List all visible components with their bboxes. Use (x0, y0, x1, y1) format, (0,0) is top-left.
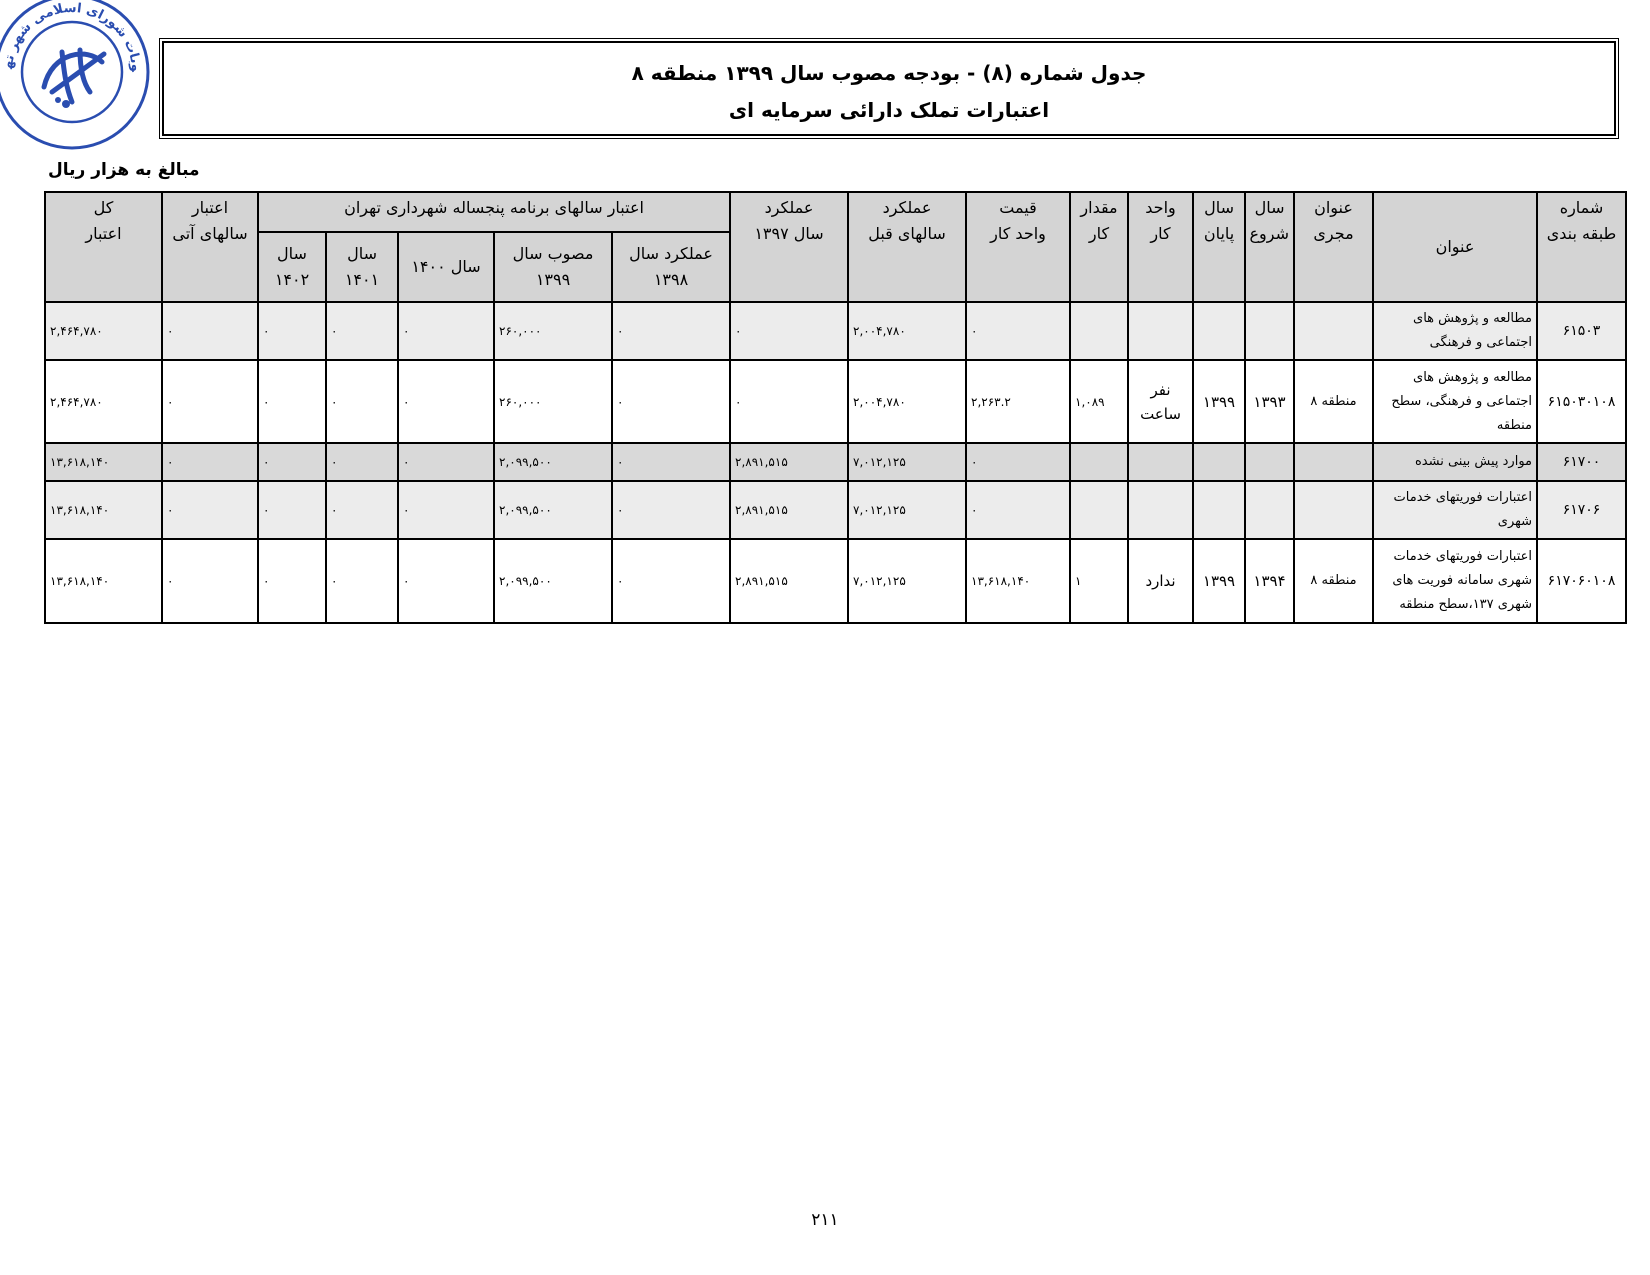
cell-previous-performance: ۷,۰۱۲,۱۲۵ (848, 443, 966, 481)
cell-end-year (1193, 443, 1245, 481)
cell-year-1402: ۰ (258, 481, 326, 539)
cell-year-1400: ۰ (398, 539, 494, 623)
cell-start-year (1245, 481, 1294, 539)
cell-title: اعتبارات فوریتهای خدمات شهری (1373, 481, 1537, 539)
cell-previous-performance: ۲,۰۰۴,۷۸۰ (848, 302, 966, 360)
cell-approved-1399: ۲,۰۹۹,۵۰۰ (494, 539, 612, 623)
cell-title: اعتبارات فوریتهای خدمات شهری سامانه فوریت های شهری ۱۳۷،سطح منطقه (1373, 539, 1537, 623)
header-previous-performance: عملکرد سالهای قبل (848, 192, 966, 302)
header-start-year: سال شروع (1245, 192, 1294, 302)
table-row (45, 539, 1626, 623)
cell-total-credit: ۱۳,۶۱۸,۱۴۰ (45, 539, 162, 623)
cell-total-credit: ۱۳,۶۱۸,۱۴۰ (45, 481, 162, 539)
header-work-amount: مقدار کار (1070, 192, 1128, 302)
table-row (45, 302, 1626, 360)
cell-executor: منطقه ۸ (1294, 539, 1373, 623)
cell-future-years-credit: ۰ (162, 360, 258, 443)
cell-performance-1398: ۰ (612, 443, 730, 481)
cell-executor (1294, 302, 1373, 360)
cell-start-year: ۱۳۹۴ (1245, 539, 1294, 623)
header-title: عنوان (1373, 192, 1537, 302)
cell-approved-1399: ۲۶۰,۰۰۰ (494, 302, 612, 360)
cell-start-year: ۱۳۹۳ (1245, 360, 1294, 443)
cell-executor (1294, 481, 1373, 539)
cell-approved-1399: ۲۶۰,۰۰۰ (494, 360, 612, 443)
header-unit-price: قیمت واحد کار (966, 192, 1070, 302)
cell-year-1401: ۰ (326, 539, 398, 623)
cell-future-years-credit: ۰ (162, 443, 258, 481)
page-number: ۲۱۱ (811, 1210, 839, 1230)
cell-total-credit: ۱۳,۶۱۸,۱۴۰ (45, 443, 162, 481)
table-row (45, 443, 1626, 481)
cell-performance-1398: ۰ (612, 302, 730, 360)
cell-previous-performance: ۷,۰۱۲,۱۲۵ (848, 481, 966, 539)
cell-performance-1397: ۲,۸۹۱,۵۱۵ (730, 481, 848, 539)
cell-title: موارد پیش بینی نشده (1373, 443, 1537, 481)
cell-total-credit: ۲,۴۶۴,۷۸۰ (45, 360, 162, 443)
municipal-council-seal-logo (0, 0, 152, 152)
cell-unit-price: ۰ (966, 481, 1070, 539)
cell-work-amount: ۱,۰۸۹ (1070, 360, 1128, 443)
cell-work-unit (1128, 443, 1193, 481)
cell-end-year (1193, 481, 1245, 539)
cell-work-amount (1070, 443, 1128, 481)
cell-work-amount: ۱ (1070, 539, 1128, 623)
header-end-year: سال پایان (1193, 192, 1245, 302)
page-subtitle: اعتبارات تملک دارائی سرمایه ای (728, 98, 1050, 122)
cell-work-amount (1070, 481, 1128, 539)
cell-year-1401: ۰ (326, 360, 398, 443)
cell-class-code: ۶۱۷۰۶۰۱۰۸ (1537, 539, 1626, 623)
cell-performance-1397: ۲,۸۹۱,۵۱۵ (730, 443, 848, 481)
cell-work-amount (1070, 302, 1128, 360)
cell-future-years-credit: ۰ (162, 539, 258, 623)
cell-end-year: ۱۳۹۹ (1193, 539, 1245, 623)
cell-performance-1397: ۲,۸۹۱,۵۱۵ (730, 539, 848, 623)
cell-unit-price: ۰ (966, 443, 1070, 481)
cell-performance-1398: ۰ (612, 360, 730, 443)
cell-year-1401: ۰ (326, 302, 398, 360)
title-box (162, 41, 1616, 136)
cell-performance-1398: ۰ (612, 539, 730, 623)
cell-year-1402: ۰ (258, 443, 326, 481)
cell-year-1400: ۰ (398, 443, 494, 481)
table-row (45, 481, 1626, 539)
cell-start-year (1245, 302, 1294, 360)
cell-year-1401: ۰ (326, 443, 398, 481)
cell-executor (1294, 443, 1373, 481)
header-year-1402: سال ۱۴۰۲ (258, 232, 326, 302)
header-approved-1399: مصوب سال ۱۳۹۹ (494, 232, 612, 302)
cell-class-code: ۶۱۷۰۶ (1537, 481, 1626, 539)
cell-title: مطالعه و پژوهش های اجتماعی و فرهنگی، سطح منطقه (1373, 360, 1537, 443)
cell-end-year: ۱۳۹۹ (1193, 360, 1245, 443)
cell-approved-1399: ۲,۰۹۹,۵۰۰ (494, 443, 612, 481)
cell-future-years-credit: ۰ (162, 481, 258, 539)
svg-text:مصوبات شورای اسلامی شهر تهران: وبات شورای اسلامی شهر ته (0, 0, 144, 73)
page-title: جدول شماره (۸) - بودجه مصوب سال ۱۳۹۹ منطقه ۸ (631, 61, 1147, 85)
cell-year-1400: ۰ (398, 302, 494, 360)
cell-unit-price: ۰ (966, 302, 1070, 360)
header-performance-1398: عملکرد سال ۱۳۹۸ (612, 232, 730, 302)
header-class-code: شماره طبقه بندی (1537, 192, 1626, 302)
header-year-1400: سال ۱۴۰۰ (398, 232, 494, 302)
cell-work-unit: ندارد (1128, 539, 1193, 623)
header-executor: عنوان مجری (1294, 192, 1373, 302)
cell-future-years-credit: ۰ (162, 302, 258, 360)
cell-total-credit: ۲,۴۶۴,۷۸۰ (45, 302, 162, 360)
cell-class-code: ۶۱۵۰۳۰۱۰۸ (1537, 360, 1626, 443)
cell-year-1400: ۰ (398, 360, 494, 443)
cell-unit-price: ۲,۲۶۳.۲ (966, 360, 1070, 443)
cell-performance-1397: ۰ (730, 360, 848, 443)
header-performance-1397: عملکرد سال ۱۳۹۷ (730, 192, 848, 302)
cell-previous-performance: ۷,۰۱۲,۱۲۵ (848, 539, 966, 623)
cell-start-year (1245, 443, 1294, 481)
cell-unit-price: ۱۳,۶۱۸,۱۴۰ (966, 539, 1070, 623)
cell-year-1401: ۰ (326, 481, 398, 539)
cell-title: مطالعه و پژوهش های اجتماعی و فرهنگی (1373, 302, 1537, 360)
capital-asset-budget-table (44, 191, 1627, 624)
header-future-years-credit: اعتبار سالهای آتی (162, 192, 258, 302)
cell-end-year (1193, 302, 1245, 360)
cell-approved-1399: ۲,۰۹۹,۵۰۰ (494, 481, 612, 539)
cell-work-unit (1128, 302, 1193, 360)
cell-year-1400: ۰ (398, 481, 494, 539)
cell-work-unit: نفر ساعت (1128, 360, 1193, 443)
header-total-credit: کل اعتبار (45, 192, 162, 302)
cell-class-code: ۶۱۷۰۰ (1537, 443, 1626, 481)
cell-year-1402: ۰ (258, 302, 326, 360)
table-row (45, 360, 1626, 443)
currency-unit-note: مبالغ به هزار ریال (48, 160, 200, 180)
header-year-1401: سال ۱۴۰۱ (326, 232, 398, 302)
header-five-year-program-group: اعتبار سالهای برنامه پنجساله شهرداری تهران (258, 192, 730, 232)
header-work-unit: واحد کار (1128, 192, 1193, 302)
cell-year-1402: ۰ (258, 539, 326, 623)
cell-executor: منطقه ۸ (1294, 360, 1373, 443)
cell-previous-performance: ۲,۰۰۴,۷۸۰ (848, 360, 966, 443)
cell-performance-1398: ۰ (612, 481, 730, 539)
cell-work-unit (1128, 481, 1193, 539)
cell-class-code: ۶۱۵۰۳ (1537, 302, 1626, 360)
cell-year-1402: ۰ (258, 360, 326, 443)
cell-performance-1397: ۰ (730, 302, 848, 360)
